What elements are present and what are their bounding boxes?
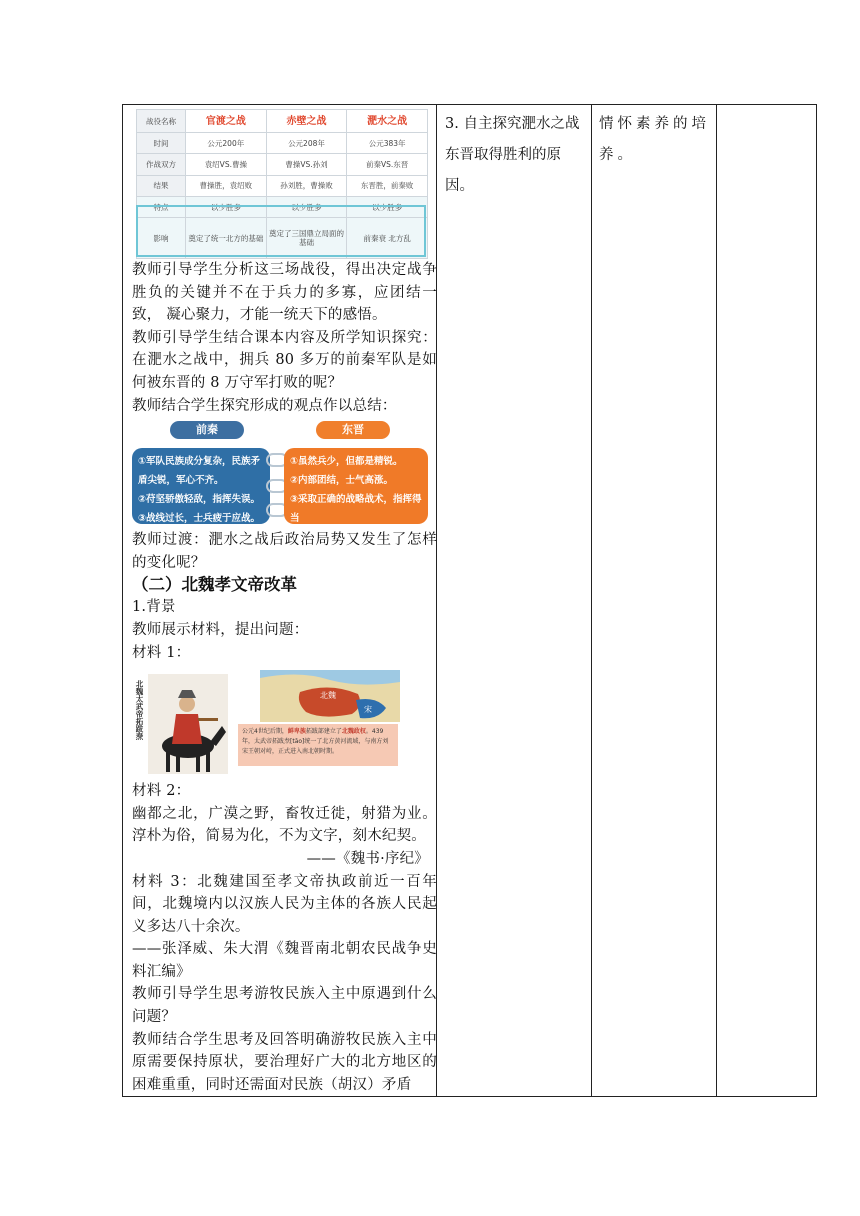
design-intent-column bbox=[599, 109, 711, 171]
cell: 公元208年 bbox=[266, 133, 347, 154]
comparison-row bbox=[137, 133, 428, 154]
former-qin-reasons bbox=[132, 448, 270, 524]
reason-item: ②内部团结，士气高涨。 bbox=[290, 475, 394, 487]
material-text: 材料 3：北魏建国至孝文帝执政前近一百年间，北魏境内以汉族人民为主体的各族人民起义多达八十余次。 bbox=[132, 873, 437, 935]
paragraph: 教师引导学生思考游牧民族入主中原遇到什么问题？ bbox=[132, 986, 437, 1026]
comparison-row bbox=[137, 218, 428, 259]
paragraph: 教师过渡：淝水之战后政治局势又发生了怎样的变化呢？ bbox=[132, 532, 437, 571]
student-activity-column bbox=[445, 109, 585, 202]
cell: 奠定了三国鼎立局面的基础 bbox=[266, 218, 347, 259]
reason-item: ③战线过长，士兵疲于应战。 bbox=[138, 513, 261, 525]
caption-part: 拓跋部建立了 bbox=[305, 728, 342, 736]
map-label: 北魏 bbox=[320, 691, 336, 701]
material-label: 材料 1： bbox=[132, 644, 191, 661]
reason-item: ③采取正确的战略战术，指挥得当 bbox=[290, 494, 422, 525]
former-qin-title: 前秦 bbox=[170, 421, 244, 439]
reason-item: ①军队民族成分复杂，民族矛盾尖锐，军心不齐。 bbox=[138, 456, 261, 487]
comparison-row bbox=[137, 154, 428, 175]
column-divider bbox=[591, 105, 592, 1096]
cell: 以少胜多 bbox=[266, 197, 347, 218]
comparison-header-label: 战役名称 bbox=[137, 110, 186, 133]
row-label: 时间 bbox=[137, 133, 186, 154]
row-label: 结果 bbox=[137, 175, 186, 196]
northern-wei-map bbox=[260, 670, 400, 722]
cell: 前秦VS.东晋 bbox=[347, 154, 428, 175]
paragraph: 教师引导学生结合课本内容及所学知识探究：在淝水之战中，拥兵 80 多万的前秦军队是如何被东晋的 8 万守军打败的呢？ bbox=[132, 329, 437, 391]
cell: 东晋胜，前秦败 bbox=[347, 175, 428, 196]
caption-highlight: 鲜卑族 bbox=[287, 728, 306, 736]
cell: 曹操胜，袁绍败 bbox=[186, 175, 267, 196]
teaching-process-column bbox=[132, 109, 437, 1096]
material-source: ——《魏书·序纪》 bbox=[306, 850, 429, 867]
battle-name: 官渡之战 bbox=[186, 110, 267, 133]
cell: 奠定了统一北方的基础 bbox=[186, 218, 267, 259]
cell: 以少胜多 bbox=[347, 197, 428, 218]
horse-rider-icon bbox=[148, 674, 228, 774]
battle-name: 淝水之战 bbox=[347, 110, 428, 133]
cell: 公元200年 bbox=[186, 133, 267, 154]
reason-item: ①虽然兵少，但都是精锐。 bbox=[290, 456, 403, 468]
map-shapes bbox=[260, 670, 400, 722]
cell: 以少胜多 bbox=[186, 197, 267, 218]
battle-name: 赤壁之战 bbox=[266, 110, 347, 133]
map-label: 宋 bbox=[364, 705, 372, 715]
cell: 孙刘胜，曹操败 bbox=[266, 175, 347, 196]
row-label: 影响 bbox=[137, 218, 186, 259]
paragraph: 教师结合学生思考及回答明确游牧民族入主中原需要保持原状，要治理好广大的北方地区的困难重重，同时还需面对民族（胡汉）矛盾 bbox=[132, 1031, 437, 1093]
paragraph: 教师结合学生探究形成的观点作以总结： bbox=[132, 397, 397, 414]
caption-part: 公元4世纪后期， bbox=[242, 728, 288, 736]
eastern-jin-reasons bbox=[284, 448, 428, 524]
material-1-images bbox=[132, 670, 432, 776]
row-label: 作战双方 bbox=[137, 154, 186, 175]
lesson-table bbox=[122, 104, 817, 1097]
intent-text: 情怀素养的培养。 bbox=[599, 116, 710, 163]
subheading: 1.背景 bbox=[132, 599, 176, 616]
paragraph: 教师引导学生分析这三场战役，得出决定战争胜负的关键并不在于兵力的多寡，应团结一致， 凝心聚力，才能一统天下的感悟。 bbox=[132, 262, 437, 324]
paragraph: 教师展示材料，提出问题： bbox=[132, 621, 309, 638]
row-label: 特点 bbox=[137, 197, 186, 218]
section-heading: （二）北魏孝文帝改革 bbox=[132, 575, 297, 595]
caption-part: 。439年，太武帝拓跋焘[tāo]统一了北方黄河流域，与南方刘宋王朝对峙，正式进入南北朝时期。 bbox=[242, 728, 389, 756]
comparison-header-row bbox=[137, 110, 428, 133]
comparison-row bbox=[137, 197, 428, 218]
portrait-caption: 北魏太武帝拓跋焘 bbox=[135, 680, 144, 741]
material-text: 幽都之北，广漠之野，畜牧迁徙，射猎为业。淳朴为俗，简易为化，不为文字，刻木纪契。 bbox=[132, 805, 437, 845]
qin-jin-comparison-diagram bbox=[132, 421, 428, 527]
map-caption bbox=[238, 724, 398, 766]
cell: 曹操VS.孙刘 bbox=[266, 154, 347, 175]
battle-comparison-image bbox=[136, 109, 428, 259]
material-source: ——张泽威、朱大渭《魏晋南北朝农民战争史料汇编》 bbox=[132, 941, 437, 980]
cell: 袁绍VS.曹操 bbox=[186, 154, 267, 175]
cell: 公元383年 bbox=[347, 133, 428, 154]
material-label: 材料 2： bbox=[132, 783, 191, 800]
cell: 前秦衰 北方乱 bbox=[347, 218, 428, 259]
caption-highlight: 北魏政权 bbox=[341, 728, 366, 736]
emperor-portrait bbox=[148, 674, 228, 774]
column-divider bbox=[716, 105, 717, 1096]
activity-text: 3. 自主探究淝水之战东晋取得胜利的原因。 bbox=[445, 116, 580, 194]
eastern-jin-title: 东晋 bbox=[316, 421, 390, 439]
reason-item: ②苻坚骄傲轻敌，指挥失误。 bbox=[138, 494, 261, 506]
comparison-row bbox=[137, 175, 428, 196]
